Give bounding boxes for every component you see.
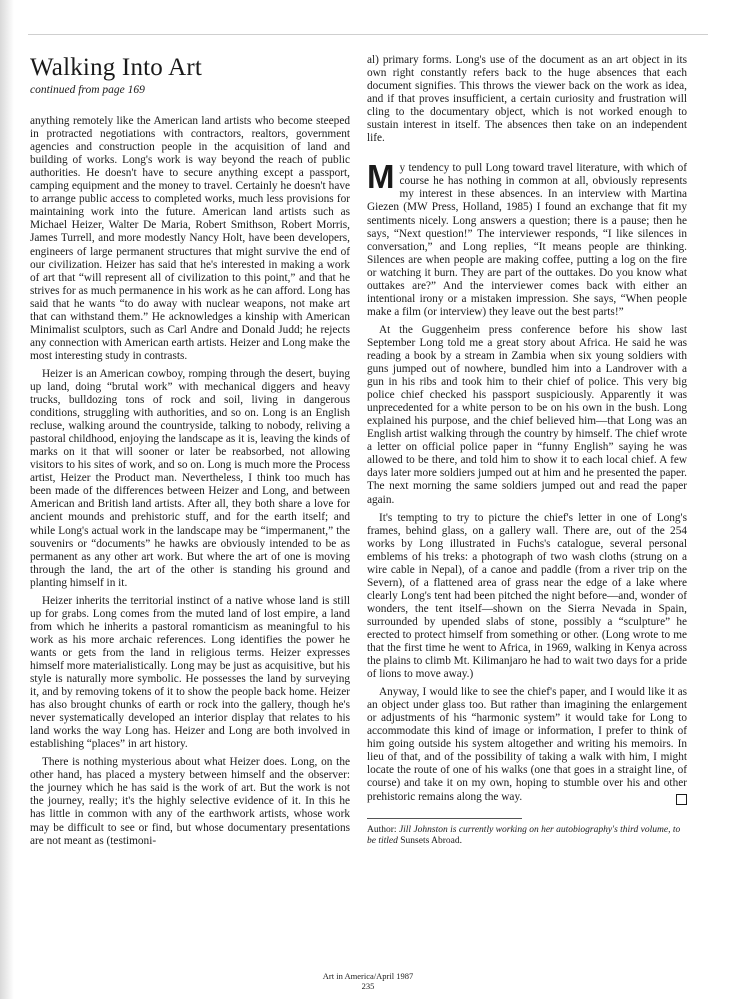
article-title: Walking Into Art bbox=[30, 54, 202, 81]
left-column bbox=[30, 54, 350, 853]
end-mark-icon bbox=[676, 794, 687, 805]
continued-line: continued from page 169 bbox=[30, 84, 145, 96]
right-column bbox=[367, 54, 687, 848]
body-paragraph-last bbox=[367, 686, 687, 803]
body-paragraph: Heizer is an American cowboy, romping through the desert, buying up land, doing “brutal work” with mechanical diggers and heavy trucks, bulldozing tons of rock and soil, living in dangerous conditions, struggling with authorities, and so on. Long is an English recluse, walking around the countryside, talking to nobody, reliving a pastoral childhood, enjoying the landscape as it is, leaving the kinds of marks on it that will sooner or later be reabsorbed, not allowing visitors to his sites of work, and so on. Long is much more the Process artist, Heizer the Product man. Nevertheless, I think too much has been made of the differences between Heizer and Long, and between American and British land artists. After all, they both share a love for ancient mounds and prehistoric stuff, and for the earth itself; and while Long's actual work in the landscape may be “impermanent,” the souvenirs or “documents” he hawks are obviously intended to be as permanent as any other art work. But where the art of one is moving through the land, the art of the other is standing his ground and planting himself in it. bbox=[30, 367, 350, 589]
footer-publication: Art in America/April 1987 bbox=[322, 971, 414, 981]
body-paragraph: It's tempting to try to picture the chief's letter in one of Long's frames, behind glass, on a gallery wall. There are, out of the 254 works by Long illustrated in Fuchs's catalogue, several personal emblems of his treks: a photograph of two wash cloths (strung on a wire cable in Nepal), of a canoe and paddle (from a river trip on the Severn), of a flattened area of grass near the edge of a lake where clearly Long's tent had been pitched the night before—and, wonder of wonders, the tent itself—shown on the Sierra Nevada in Spain, surrounded by upended slabs of stone, possibly a “sculpture” he erected to protect himself from something or other. (Long wrote to me that the first time he went to Africa, in 1969, walking in Kenya across the plains to climb Mt. Kilimanjaro he had to wait two days for a pride of lions to move away.) bbox=[367, 511, 687, 681]
author-note-italic: Jill Johnston is currently working on her autobiography's third volume, to be titled bbox=[367, 824, 681, 847]
author-note bbox=[367, 825, 687, 848]
author-note-rule bbox=[367, 818, 522, 819]
page-gutter-shadow bbox=[0, 0, 14, 999]
body-paragraph: Heizer inherits the territorial instinct of a native whose land is still up for grabs. Long comes from the muted land of lost empire, a land from which he inherits a pastoral romanticism as meaningful to his work as his more archaic references. Long identifies the power he wants or gets from the land in religious terms. Heizer expresses himself more materialistically. Long may be just as acquisitive, but his style is naturally more symbolic. He possesses the land by surveying it, and by removing tokens of it to show the people back home. Heizer has also brought chunks of earth or rock into the gallery, though he's never systematically developed an interior display that relates to his land works the way Long has. Heizer and Long are both involved in establishing “places” in art history. bbox=[30, 594, 350, 751]
body-paragraph: At the Guggenheim press conference before his show last September Long told me a great story about Africa. He said he was reading a book by a stream in Zambia when six young soldiers with guns jumped out of nowhere, bundled him into a Landrover with a gun in his ribs and took him to their chief of police. This very big police chief checked his passport suspiciously. Apparently it was unprecedented for a white person to be on his own in the bush. Long explained his purpose, and the chief believed him—that Long was an English artist walking through the country by himself. The chief wrote a letter on official police paper in “funny English” saying he was allowed to be there, and told him to show it to each local chief. A few days later more soldiers jumped out at him and he presented the paper. The next morning the same soldiers jumped out and read the paper again. bbox=[367, 323, 687, 506]
footer-page-number: 235 bbox=[361, 980, 375, 991]
top-rule bbox=[28, 34, 708, 35]
body-paragraph: There is nothing mysterious about what Heizer does. Long, on the other hand, has placed a mystery between himself and the observer: the journey which he has said is the work of art. But the work is not the journey, really; it's the highly selective evidence of it. In this he has little in common with any of the earthwork artists, whose work may be difficult to see or find, but whose documentary presentations are not meant as (testimoni- bbox=[30, 756, 350, 847]
body-paragraph: al) primary forms. Long's use of the document as an art object in its own right constantly refers back to the huge absences that each document signifies. This throws the viewer back on the work as idea, and if that proves insufficient, a certain curiosity and frustration will cling to the documentary object, which is not worked enough to sustain interest in itself. The absences then take on an independent life. bbox=[367, 54, 687, 145]
body-paragraph: anything remotely like the American land artists who become steeped in protracted negotiations with contractors, realtors, government agencies and construction people in the acquisition of land and building of works. Long's work is way beyond the reach of public authorities. He doesn't have to secure anything except a passport, camping equipment and the money to travel. Certainly he doesn't have to arrange public access to completed works, much less provisions for maintaining work into the future. American land artists such as Michael Heizer, Walter De Maria, Robert Smithson, Robert Morris, James Turrell, and more modestly Nancy Holt, have been developers, engineers of large permanent structures that might survive the end of our civilization. Heizer has said that he's interested in making a work of art that “will represent all of civilization to this point,” and that he strives for as much permanence in his work as he can afford. Long has said that he wants “to do away with nuclear weapons, not make art that can withstand them.” He acknowledges a kinship with American Minimalist sculptors, such as Carl Andre and Donald Judd; he rejects any connection with American earth artists. Heizer and Long make the most interesting study in contrasts. bbox=[30, 115, 350, 362]
drop-cap: M bbox=[367, 158, 395, 196]
page-footer bbox=[0, 972, 736, 991]
dropcap-paragraph bbox=[367, 158, 687, 319]
section-break bbox=[367, 150, 687, 162]
author-note-book-title: Sunsets Abroad. bbox=[400, 836, 462, 847]
author-note-label: Author: bbox=[367, 824, 397, 835]
last-paragraph-text: Anyway, I would like to see the chief's paper, and I would like it as an object under glass too. But rather than imagining the enlargement or adjustments of his “harmonic system” it would take for Long to accommodate this kind of image or information, I prefer to think of him going outside his system altogether and writing his memoirs. In lieu of that, and of the possibility of taking a walk with him, I might locate the route of one of his walks (one that goes in a straight line, of course) and take it on my own, hoping to stumble over his and other prehistoric remains along the way. bbox=[367, 686, 687, 803]
dropcap-paragraph-text: y tendency to pull Long toward travel literature, with which of course he has nothing in common at all, obviously represents my interest in these absences. In an interview with Martina Giezen (MW Press, Holland, 1985) I found an exchange that fit my sentiments nicely. Long answers a question; there is a pause; then he says, “Next question!” The interviewer responds, “I like silences in conversation,” and Long replies, “It means people are thinking. Silences are when people are making coffee, putting a log on the fire or watching it burn. They are part of the outtakes. Do you know what outtakes are?” And the interviewer comes back with either an intentional irony or a mistaken impression. She says, “When people make a film (or interview) they leave out the best parts!” bbox=[367, 162, 687, 318]
